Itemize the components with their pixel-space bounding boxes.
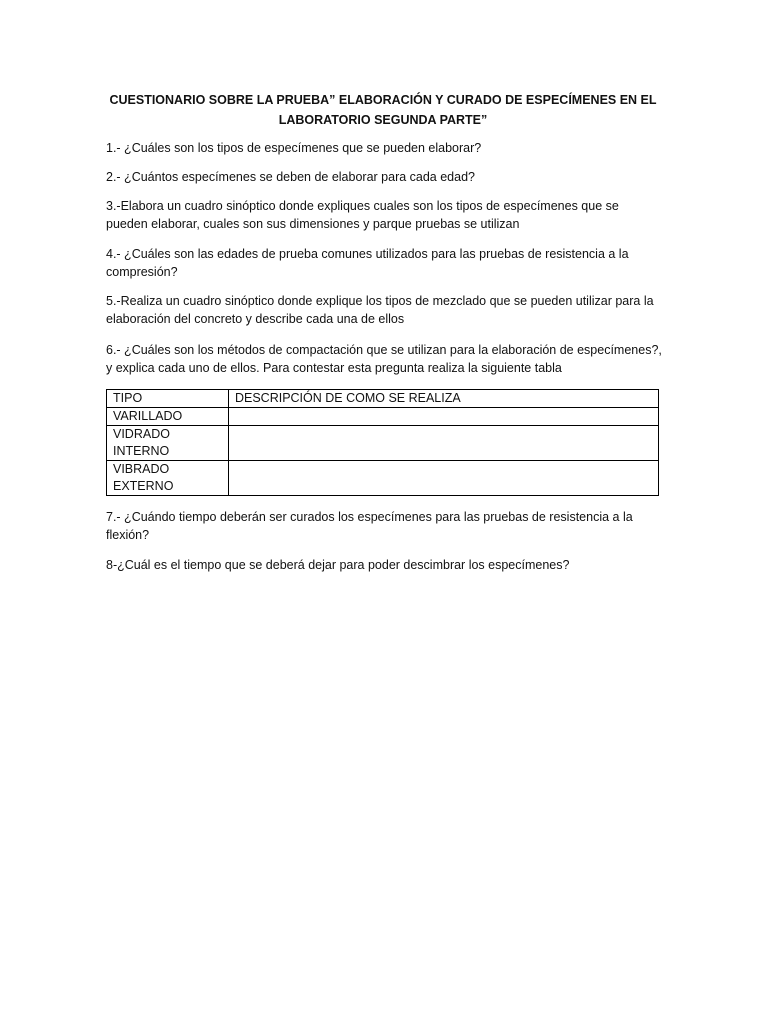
document-title: CUESTIONARIO SOBRE LA PRUEBA” ELABORACIÓN Y CURADO DE ESPECÍMENES EN EL LABORATORIO SEGUNDA PARTE” (109, 93, 657, 127)
table-row (107, 426, 659, 461)
table-cell-type: VARILLADO (107, 408, 229, 426)
table-cell-description[interactable] (228, 408, 658, 426)
table-header-row (107, 390, 659, 408)
table-cell-type-text: VIBRADO EXTERNO (113, 462, 174, 493)
question-2: 2.- ¿Cuántos especímenes se deben de elaborar para cada edad? (106, 170, 475, 184)
question-8: 8-¿Cuál es el tiempo que se deberá dejar para poder descimbrar los especímenes? (106, 558, 570, 572)
question-1: 1.- ¿Cuáles son los tipos de especímenes que se pueden elaborar? (106, 141, 482, 155)
table-row (107, 461, 659, 496)
question-5: 5.-Realiza un cuadro sinóptico donde explique los tipos de mezclado que se pueden utilizar para la elaboración del concreto y describe cada una de ellos (106, 294, 654, 326)
table-row (107, 408, 659, 426)
question-4: 4.- ¿Cuáles son las edades de prueba comunes utilizados para las pruebas de resistencia a la compresión? (106, 247, 629, 279)
question-3: 3.-Elabora un cuadro sinóptico donde expliques cuales son los tipos de especímenes que se pueden elaborar, cuales son sus dimensiones y parque pruebas se utilizan (106, 199, 619, 231)
table-cell-description[interactable] (228, 461, 658, 496)
question-7: 7.- ¿Cuándo tiempo deberán ser curados los especímenes para las pruebas de resistencia a la flexión? (106, 510, 633, 542)
table-cell-description[interactable] (228, 426, 658, 461)
question-6: 6.- ¿Cuáles son los métodos de compactación que se utilizan para la elaboración de especímenes?, y explica cada uno de ellos. Para contestar esta pregunta realiza la siguiente tabla (106, 343, 662, 375)
table-cell-type: VIDRADO INTERNO (107, 426, 229, 461)
table-header-cell: TIPO (107, 390, 229, 408)
compaction-methods-table (106, 389, 659, 496)
table-cell-type (107, 461, 229, 496)
table-header-cell: DESCRIPCIÓN DE COMO SE REALIZA (228, 390, 658, 408)
